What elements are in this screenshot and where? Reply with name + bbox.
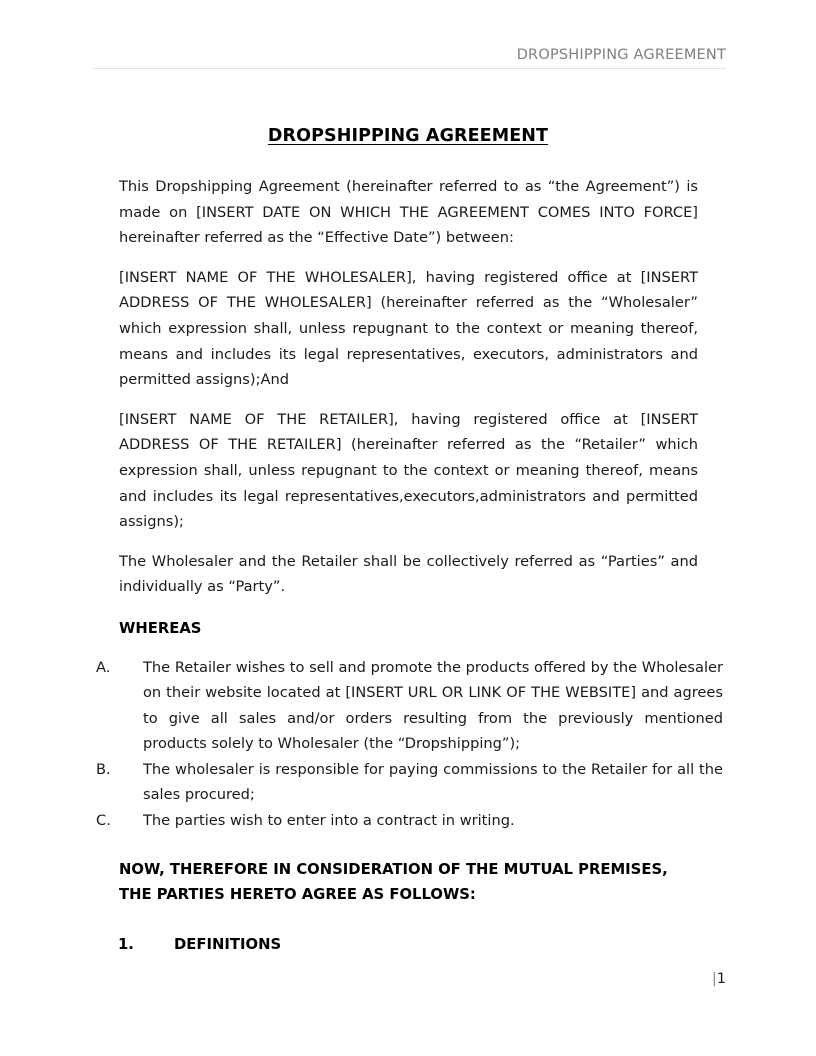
footer-page-number: 1 bbox=[716, 971, 726, 987]
list-item bbox=[96, 757, 723, 808]
section-title: DEFINITIONS bbox=[174, 935, 282, 953]
list-item-marker: C. bbox=[96, 812, 111, 830]
list-item bbox=[96, 808, 723, 834]
list-item-text: The parties wish to enter into a contract in writing. bbox=[143, 812, 515, 830]
document-title: DROPSHIPPING AGREEMENT bbox=[267, 126, 549, 146]
footer-separator: | bbox=[711, 971, 717, 987]
page-header-title: DROPSHIPPING AGREEMENT bbox=[516, 47, 726, 63]
page-footer bbox=[93, 972, 726, 988]
section-heading-definitions bbox=[118, 932, 698, 958]
section-number: 1. bbox=[118, 935, 134, 953]
recitals-list bbox=[0, 655, 816, 834]
page-header bbox=[93, 44, 726, 69]
paragraph-retailer-party: [INSERT NAME OF THE RETAILER], having registered office at [INSERT ADDRESS OF THE RETAILER] (hereinafter referred as the “Retailer” which expression shall, unless repugnant to the context or meaning thereof, means and includes its legal representatives,executors,administrators and permitted assigns); bbox=[119, 410, 698, 531]
paragraph-recitals-intro: This Dropshipping Agreement (hereinafter referred to as “the Agreement”) is made on [INSERT DATE ON WHICH THE AGREEMENT COMES INTO FORCE] hereinafter referred as the “Effective Date”) between: bbox=[119, 178, 698, 247]
list-item-marker: B. bbox=[96, 760, 111, 778]
paragraph-wholesaler-party: [INSERT NAME OF THE WHOLESALER], having registered office at [INSERT ADDRESS OF THE WHOLESALER] (hereinafter referred as the “Wholesaler” which expression shall, unless repugnant to the context or meaning thereof, means and includes its legal representatives, executors, administrators and permitted assigns);And bbox=[119, 268, 698, 389]
list-item-text: The wholesaler is responsible for paying commissions to the Retailer for all the sales procured; bbox=[143, 760, 723, 804]
list-item-marker: A. bbox=[96, 658, 111, 676]
paragraph-parties-definition: The Wholesaler and the Retailer shall be collectively referred as “Parties” and individually as “Party”. bbox=[119, 552, 698, 596]
list-item-text: The Retailer wishes to sell and promote the products offered by the Wholesaler on their website located at [INSERT URL OR LINK OF THE WEBSITE] and agrees to give all sales and/or orders resulting from the previously mentioned products solely to Wholesaler (the “Dropshipping”); bbox=[143, 658, 723, 753]
list-item bbox=[96, 655, 723, 757]
whereas-heading: WHEREAS bbox=[119, 619, 202, 637]
document-body bbox=[0, 108, 816, 957]
now-therefore-clause: NOW, THEREFORE IN CONSIDERATION OF THE MUTUAL PREMISES, THE PARTIES HERETO AGREE AS FOLLOWS: bbox=[119, 860, 668, 904]
